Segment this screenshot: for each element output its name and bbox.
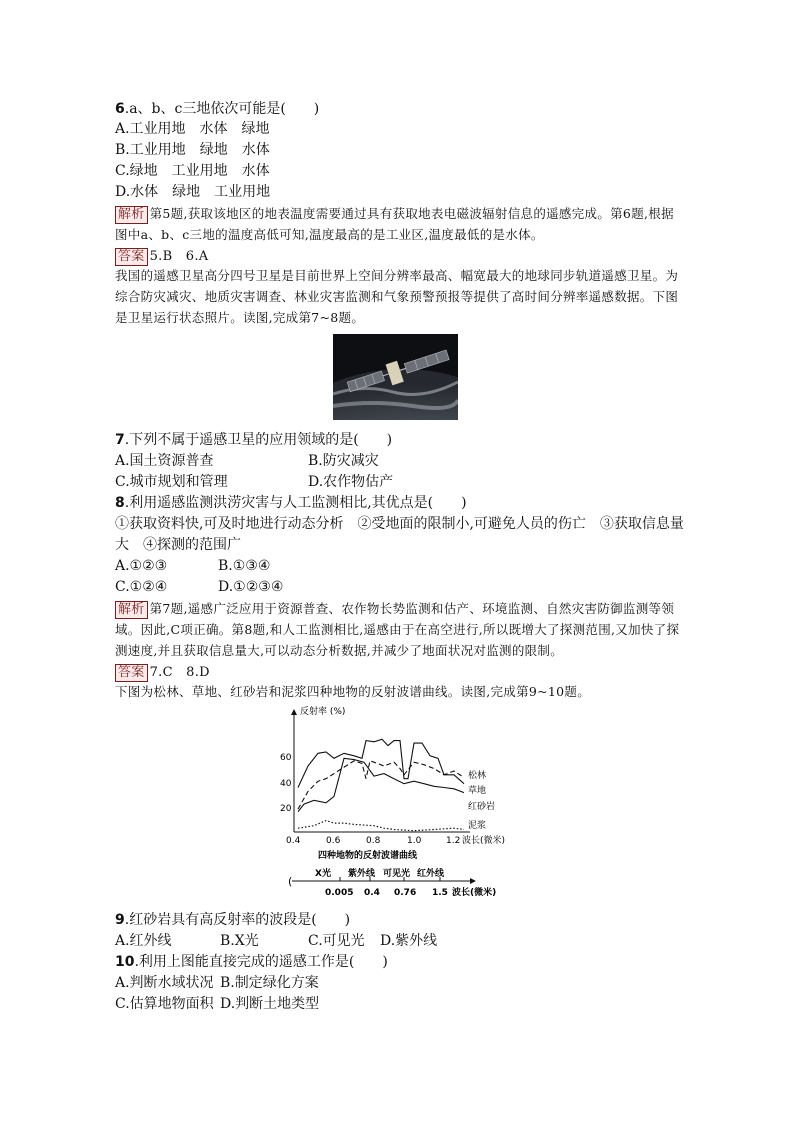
intro-9-10: 下图为松林、草地、红砂岩和泥浆四种地物的反射波谱曲线。读图,完成第9~10题。 — [115, 684, 591, 699]
electromagnetic-spectrum-bar — [288, 867, 496, 898]
question-10-option-c: C.估算地物面积 — [115, 996, 214, 1012]
answer-tag: 答案 — [115, 248, 148, 266]
explanation-tag: 解析 — [115, 206, 148, 224]
y-tick-60: 60 — [280, 753, 292, 763]
question-8-option-d: D.①②③④ — [218, 579, 284, 595]
band-ultraviolet: 紫外线 — [348, 869, 376, 879]
y-axis-label: 反射率 (%) — [300, 707, 346, 717]
question-6-option-b: B.工业用地 绿地 水体 — [115, 142, 270, 158]
series-mud — [298, 821, 464, 831]
reflectance-spectrum-chart — [270, 700, 510, 905]
x-tick-1.0: 1.0 — [407, 836, 422, 846]
question-6-option-a: A.工业用地 水体 绿地 — [115, 121, 270, 137]
x-tick-0.8: 0.8 — [366, 836, 381, 846]
band-visible: 可见光 — [383, 869, 411, 879]
legend-label-sandstone: 红砂岩 — [468, 802, 496, 812]
question-7-option-b: B.防灾减灾 — [308, 453, 379, 469]
legend-label-grass: 草地 — [468, 786, 487, 796]
satellite-photo — [333, 334, 458, 420]
answer-5-6: 答案 5.B 6.A — [115, 245, 683, 267]
explanation-7-8: 解析 第7题,遥感广泛应用于资源普查、农作物长势监测和估产、环境监测、自然灾害防御监测等领域。因此,C项正确。第8题,和人工监测相比,遥感由于在高空进行,所以既增大了探测范围,又加快了探测速度,并且获取信息量大,可以动态分析数据,并减少了地面状况对监测的限制。 — [115, 601, 680, 658]
question-6-stem: 6.a、b、c三地依次可能是( ) — [115, 101, 320, 117]
question-7-option-d: D.农作物估产 — [308, 474, 394, 490]
question-6-option-d: D.水体 绿地 工业用地 — [115, 184, 271, 200]
explanation-tag: 解析 — [115, 601, 148, 619]
question-8-statements-line2: 大 ④探测的范围广 — [115, 537, 241, 553]
question-8-stem: 8.利用遥感监测洪涝灾害与人工监测相比,其优点是( ) — [115, 495, 467, 511]
question-10-stem: 10.利用上图能直接完成的遥感工作是( ) — [115, 954, 388, 970]
question-7-option-c: C.城市规划和管理 — [115, 474, 228, 490]
question-7-stem: 7.下列不属于遥感卫星的应用领域的是( ) — [115, 432, 393, 448]
legend-label-pine: 松林 — [468, 771, 487, 781]
spectrum-tick-0.4: 0.4 — [364, 888, 380, 898]
y-tick-20: 20 — [280, 804, 292, 814]
explanation-5-6: 解析 第5题,获取该地区的地表温度需要通过具有获取地表电磁波辐射信息的遥感完成。第6题,根据图中a、b、c三地的温度高低可知,温度最高的是工业区,温度最低的是水体。 — [115, 206, 674, 242]
spectrum-tick-1.5: 1.5 — [432, 888, 448, 898]
series-pine — [298, 739, 464, 787]
spectrum-tick-0.76: 0.76 — [394, 888, 417, 898]
question-8-option-a: A.①②③ — [115, 558, 168, 574]
question-8-statements-line1: ①获取资料快,可及时地进行动态分析 ②受地面的限制小,可避免人员的伤亡 ③获取信息量 — [115, 516, 684, 532]
question-10-option-d: D.判断土地类型 — [220, 996, 320, 1012]
question-8-option-c: C.①②④ — [115, 579, 168, 595]
y-tick-40: 40 — [280, 779, 292, 789]
x-tick-0.4: 0.4 — [286, 836, 301, 846]
question-9-option-c: C.可见光 — [308, 933, 365, 949]
chart-caption: 四种地物的反射波谱曲线 — [318, 851, 418, 861]
x-tick-1.2: 1.2 — [446, 836, 461, 846]
question-10-option-a: A.判断水域状况 — [115, 975, 214, 991]
question-9-stem: 9.红砂岩具有高反射率的波段是( ) — [115, 912, 351, 928]
question-6-option-c: C.绿地 工业用地 水体 — [115, 163, 270, 179]
x-tick-0.6: 0.6 — [326, 836, 341, 846]
question-7-option-a: A.国土资源普查 — [115, 453, 214, 469]
answer-tag: 答案 — [115, 664, 148, 682]
legend-label-mud: 泥浆 — [468, 821, 487, 831]
question-9-option-d: D.紫外线 — [380, 933, 438, 949]
band-infrared: 红外线 — [417, 869, 445, 879]
spectrum-tick-0.005: 0.005 — [325, 888, 354, 898]
band-xray: X光 — [315, 869, 331, 879]
x-axis-label: 波长(微米) — [462, 836, 506, 846]
svg-text:(: ( — [288, 875, 293, 888]
question-9-option-a: A.红外线 — [115, 933, 172, 949]
intro-7-8: 我国的遥感卫星高分四号卫星是目前世界上空间分辨率最高、幅宽最大的地球同步轨道遥感卫星。为综合防灾减灾、地质灾害调查、林业灾害监测和气象预警预报等提供了高时间分辨率遥感数据。下图是卫星运行状态照片。读图,完成第7~8题。 — [115, 268, 679, 325]
answer-7-8: 答案 7.C 8.D — [115, 661, 683, 683]
question-8-option-b: B.①③④ — [218, 558, 271, 574]
question-10-option-b: B.制定绿化方案 — [220, 975, 319, 991]
spectrum-axis-label: 波长(微米) — [452, 888, 497, 898]
series-red-sandstone — [298, 758, 464, 811]
question-9-option-b: B.X光 — [220, 933, 259, 949]
